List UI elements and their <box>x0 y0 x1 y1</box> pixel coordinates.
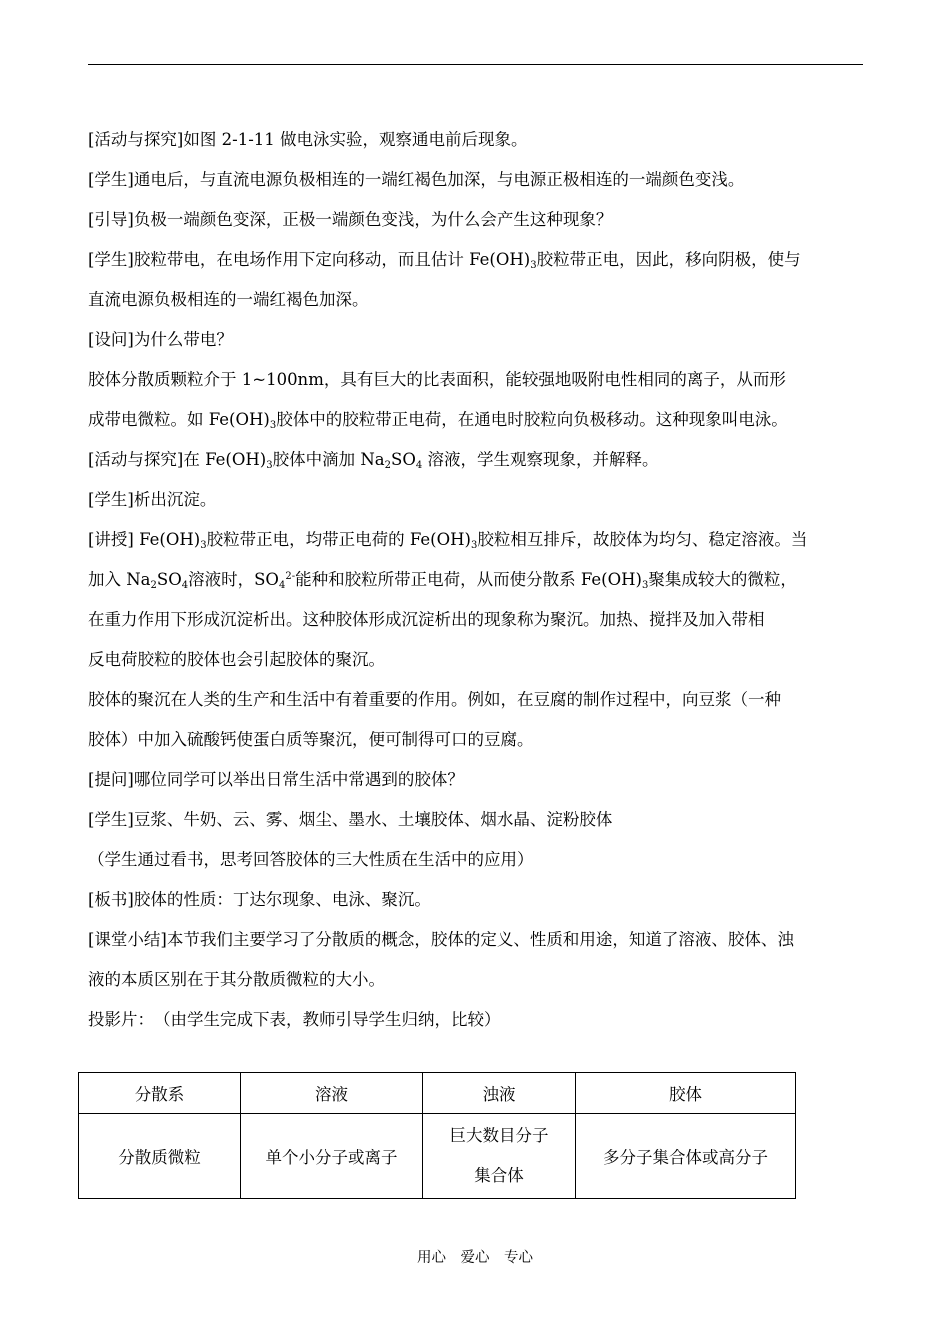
table-cell-colloid: 多分子集合体或高分子 <box>576 1114 796 1199</box>
paragraph-line <box>88 960 864 1000</box>
paragraph-line <box>88 840 864 880</box>
text-run: [课堂小结]本节我们主要学习了分散质的概念，胶体的定义、性质和用途，知道了溶液、胶体、浊 <box>88 930 794 949</box>
paragraph-line <box>88 640 864 680</box>
text-run: 反电荷胶粒的胶体也会引起胶体的聚沉。 <box>88 650 385 669</box>
text-run: [活动与探究]如图 2-1-11 做电泳实验，观察通电前后现象。 <box>88 130 528 149</box>
table-cell-suspension <box>423 1114 576 1199</box>
table-header-cell: 溶液 <box>241 1073 423 1114</box>
text-run: [提问]哪位同学可以举出日常生活中常遇到的胶体？ <box>88 770 464 789</box>
text-run: 胶粒带正电，均带正电荷的 Fe(OH) <box>206 530 471 549</box>
paragraph-line <box>88 720 864 760</box>
subscript: 4 <box>415 460 423 471</box>
paragraph-line <box>88 120 864 160</box>
paragraph-line <box>88 400 864 440</box>
paragraph-line <box>88 360 864 400</box>
subscript: 4 <box>278 580 286 591</box>
paragraph-line <box>88 680 864 720</box>
text-run: 溶液，学生观察现象，并解释。 <box>422 450 659 469</box>
text-run: 直流电源负极相连的一端红褐色加深。 <box>88 290 369 309</box>
header-rule <box>88 64 863 65</box>
text-run: 胶体中滴加 Na <box>272 450 385 469</box>
text-run: [讲授] Fe(OH) <box>88 530 201 549</box>
text-run: （学生通过看书，思考回答胶体的三大性质在生活中的应用） <box>88 850 534 869</box>
table-row <box>79 1114 796 1199</box>
subscript: 3 <box>200 540 207 551</box>
text-run: 成带电微粒。如 Fe(OH) <box>88 410 270 429</box>
paragraph-line <box>88 200 864 240</box>
paragraph-line <box>88 480 864 520</box>
text-run: [学生]胶粒带电，在电场作用下定向移动，而且估计 Fe(OH) <box>88 250 531 269</box>
table-header-cell: 浊液 <box>423 1073 576 1114</box>
subscript: 2 <box>150 580 157 591</box>
subscript: 3 <box>266 460 273 471</box>
subscript: 3 <box>530 260 537 271</box>
subscript: 4 <box>181 580 189 591</box>
paragraph-line <box>88 160 864 200</box>
text-run: [板书]胶体的性质：丁达尔现象、电泳、聚沉。 <box>88 890 431 909</box>
text-run: 胶体）中加入硫酸钙使蛋白质等聚沉，便可制得可口的豆腐。 <box>88 730 534 749</box>
table-header-row <box>79 1073 796 1114</box>
paragraph-line <box>88 1000 864 1040</box>
subscript: 2 <box>384 460 392 471</box>
paragraph-line <box>88 240 864 280</box>
text-run: 加入 Na <box>88 570 151 589</box>
superscript: 2- <box>285 571 296 582</box>
page-footer: 用心 爱心 专心 <box>417 1250 533 1266</box>
text-run: 溶液时，SO <box>188 570 279 589</box>
text-run: [引导]负极一端颜色变深，正极一端颜色变浅，为什么会产生这种现象？ <box>88 210 613 229</box>
table-cell-label: 分散质微粒 <box>79 1114 241 1199</box>
text-run: [学生]豆浆、牛奶、云、雾、烟尘、墨水、土壤胶体、烟水晶、淀粉胶体 <box>88 810 613 829</box>
text-run: 能种和胶粒所带正电荷，从而使分散系 Fe(OH) <box>295 570 642 589</box>
cell-line: 集合体 <box>474 1166 524 1185</box>
subscript: 3 <box>470 540 478 551</box>
paragraph-line <box>88 920 864 960</box>
text-run: 胶体中的胶粒带正电荷，在通电时胶粒向负极移动。这种现象叫电泳。 <box>276 410 788 429</box>
text-run: SO <box>156 570 182 589</box>
text-run: 投影片： （由学生完成下表，教师引导学生归纳，比较） <box>88 1010 501 1029</box>
subscript: 3 <box>269 420 277 431</box>
paragraph-line <box>88 280 864 320</box>
paragraph-line <box>88 560 864 600</box>
table-cell-solution: 单个小分子或离子 <box>241 1114 423 1199</box>
text-run: [学生]析出沉淀。 <box>88 490 217 509</box>
text-run: SO <box>391 450 416 469</box>
paragraph-line <box>88 800 864 840</box>
text-run: 聚集成较大的微粒， <box>648 570 797 589</box>
text-run: [活动与探究]在 Fe(OH) <box>88 450 267 469</box>
comparison-table <box>78 1072 796 1199</box>
paragraph-line <box>88 320 864 360</box>
table-header-cell: 分散系 <box>79 1073 241 1114</box>
cell-line: 巨大数目分子 <box>449 1126 549 1145</box>
text-run: 液的本质区别在于其分散质微粒的大小。 <box>88 970 385 989</box>
paragraph-line <box>88 440 864 480</box>
text-run: 胶粒带正电，因此，移向阴极，使与 <box>536 250 801 269</box>
text-run: [学生]通电后，与直流电源负极相连的一端红褐色加深，与电源正极相连的一端颜色变浅。 <box>88 170 745 189</box>
paragraph-line <box>88 520 864 560</box>
paragraph-line <box>88 880 864 920</box>
text-run: 在重力作用下形成沉淀析出。这种胶体形成沉淀析出的现象称为聚沉。加热、搅拌及加入带相 <box>88 610 765 629</box>
text-run: 胶体的聚沉在人类的生产和生活中有着重要的作用。例如，在豆腐的制作过程中，向豆浆（一种 <box>88 690 781 709</box>
text-run: 胶粒相互排斥，故胶体为均匀、稳定溶液。当 <box>477 530 808 549</box>
paragraph-line <box>88 600 864 640</box>
document-body <box>88 120 864 1040</box>
text-run: [设问]为什么带电？ <box>88 330 233 349</box>
text-run: 胶体分散质颗粒介于 1~100nm，具有巨大的比表面积，能较强地吸附电性相同的离子，从而形 <box>88 370 786 389</box>
table-header-cell: 胶体 <box>576 1073 796 1114</box>
subscript: 3 <box>641 580 649 591</box>
paragraph-line <box>88 760 864 800</box>
